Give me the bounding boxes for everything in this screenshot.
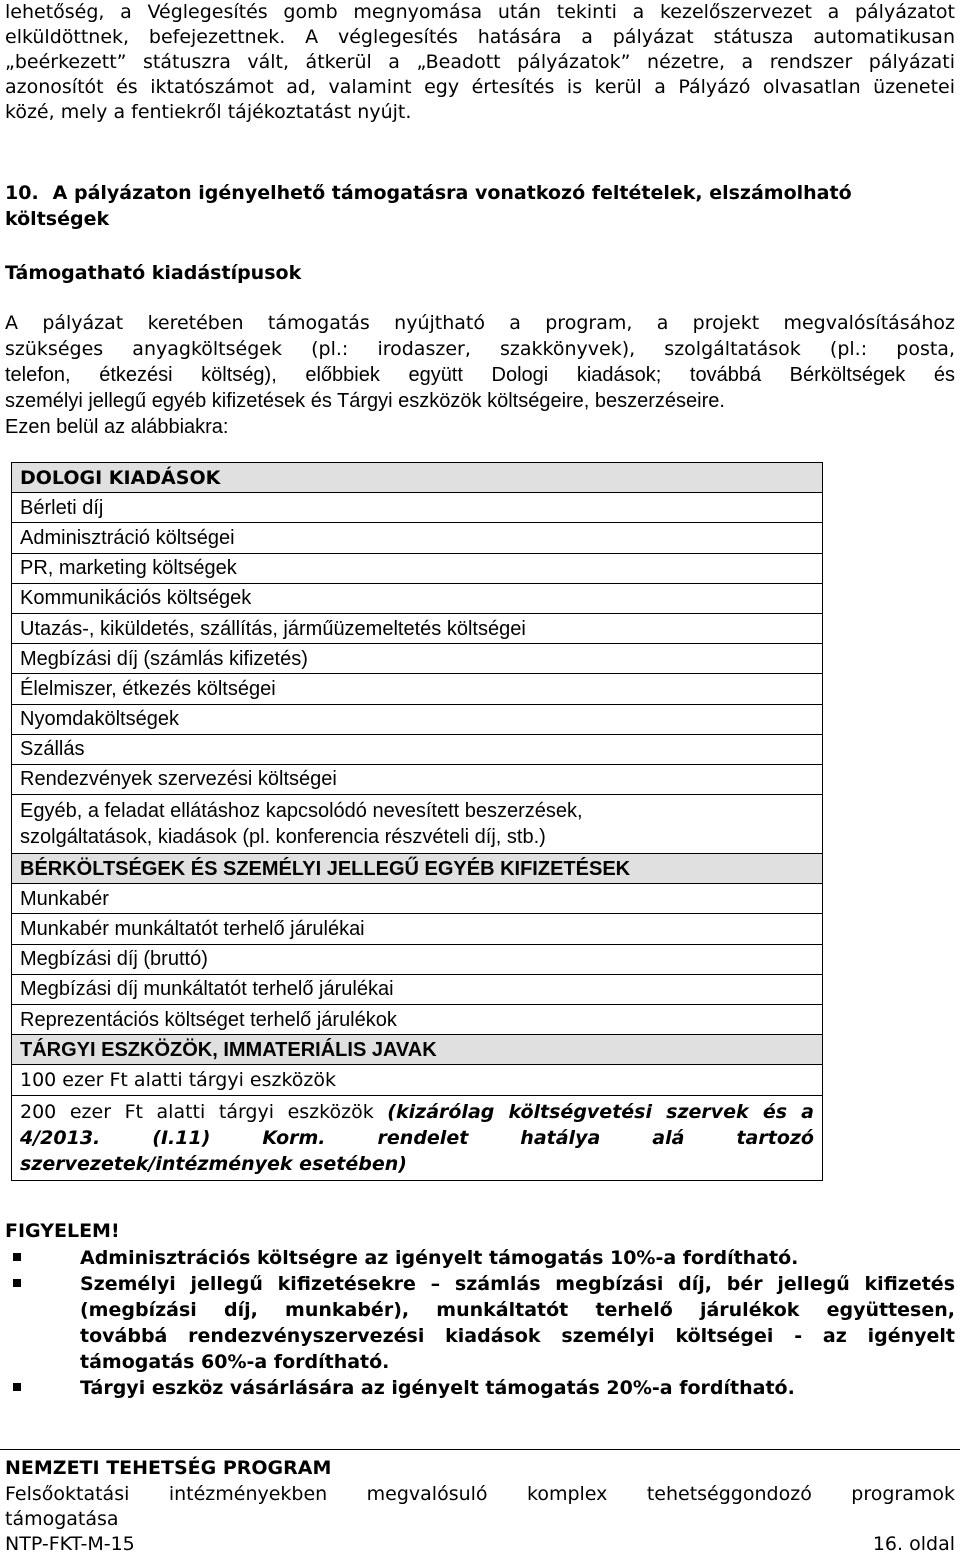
table-row bbox=[12, 583, 823, 613]
notice-list bbox=[5, 1245, 955, 1401]
cost-item: Megbízási díj (bruttó) bbox=[12, 944, 823, 974]
table-row bbox=[12, 704, 823, 734]
footer-bottom-row bbox=[5, 1508, 955, 1557]
square-bullet-icon bbox=[13, 1383, 21, 1391]
footer-left bbox=[5, 1508, 135, 1557]
cost-item-note: szervezetek/intézmények esetében) bbox=[20, 1152, 407, 1175]
table-row bbox=[12, 884, 823, 914]
table-row bbox=[12, 674, 823, 704]
list-item bbox=[5, 1245, 955, 1271]
cost-item: PR, marketing költségek bbox=[12, 553, 823, 583]
footer-divider bbox=[0, 1449, 960, 1450]
category-header: DOLOGI KIADÁSOK bbox=[12, 463, 823, 493]
cost-item: Kommunikációs költségek bbox=[12, 583, 823, 613]
cost-item-note: (kizárólag költségvetési szervek és a bbox=[387, 1100, 814, 1123]
square-bullet-icon bbox=[13, 1253, 21, 1261]
cost-item: 100 ezer Ft alatti tárgyi eszközök bbox=[12, 1065, 823, 1095]
table-row bbox=[12, 734, 823, 764]
notice-text: Tárgyi eszköz vásárlására az igényelt támogatás 20%-a fordítható. bbox=[80, 1377, 795, 1399]
section-number: 10. bbox=[5, 182, 39, 204]
section-heading bbox=[5, 180, 955, 232]
table-row bbox=[12, 795, 823, 854]
table-row bbox=[12, 493, 823, 523]
cost-item: Reprezentációs költséget terhelő járulékok bbox=[12, 1005, 823, 1035]
table-row bbox=[12, 1065, 823, 1095]
table-row bbox=[12, 974, 823, 1004]
notice-text-line: (megbízási díj, munkabér), munkáltatót terhelő járulékok együttesen, bbox=[80, 1299, 955, 1321]
cost-item: Munkabér bbox=[12, 884, 823, 914]
table-row bbox=[12, 553, 823, 583]
footer-subtitle-line: támogatása bbox=[5, 1508, 119, 1530]
cost-item: Adminisztráció költségei bbox=[12, 523, 823, 553]
table-row bbox=[12, 1035, 823, 1065]
table-row bbox=[12, 1005, 823, 1035]
page-number: 16. oldal bbox=[872, 1533, 955, 1555]
para-line: Ezen belül az alábbiakra: bbox=[5, 416, 229, 438]
cost-item: Megbízási díj (számlás kifizetés) bbox=[12, 644, 823, 674]
square-bullet-icon bbox=[13, 1279, 21, 1287]
intro-line: közé, mely a fentiekről tájékoztatást nyújt. bbox=[5, 101, 412, 123]
cost-item: Munkabér munkáltatót terhelő járulékai bbox=[12, 914, 823, 944]
cost-item-plain: 200 ezer Ft alatti tárgyi eszközök bbox=[20, 1100, 388, 1123]
notice-text-line: támogatás 60%-a fordítható. bbox=[80, 1351, 390, 1373]
subheading: Támogatható kiadástípusok bbox=[5, 262, 302, 284]
cost-item-line: Egyéb, a feladat ellátáshoz kapcsolódó nevesített beszerzések, bbox=[20, 800, 583, 823]
table-row bbox=[12, 613, 823, 643]
notice-text: Adminisztrációs költségre az igényelt támogatás 10%-a fordítható. bbox=[80, 1247, 799, 1269]
para-line: A pályázat keretében támogatás nyújtható a program, a projekt megvalósításához bbox=[5, 312, 955, 334]
table-row bbox=[12, 1095, 823, 1180]
list-item bbox=[5, 1271, 955, 1375]
list-item bbox=[5, 1375, 955, 1401]
para-line: szükséges anyagköltségek (pl.: irodaszer, szakkönyvek), szolgáltatások (pl.: posta, bbox=[5, 338, 955, 360]
intro-paragraph bbox=[5, 0, 955, 125]
cost-item: Utazás-, kiküldetés, szállítás, járműüzemeltetés költségei bbox=[12, 613, 823, 643]
footer-subtitle-line: Felsőoktatási intézményekben megvalósuló komplex tehetséggondozó programok bbox=[5, 1483, 955, 1505]
table-row bbox=[12, 914, 823, 944]
cost-item-line: szolgáltatások, kiadások (pl. konferencia részvételi díj, stb.) bbox=[20, 826, 546, 849]
table-row bbox=[12, 764, 823, 794]
intro-line: elküldöttnek, befejezettnek. A véglegesítés hatására a pályázat státusza automatikusan bbox=[5, 26, 955, 48]
cost-item: Rendezvények szervezési költségei bbox=[12, 764, 823, 794]
footer-code: NTP-FKT-M-15 bbox=[5, 1533, 135, 1555]
cost-item: Bérleti díj bbox=[12, 493, 823, 523]
intro-line: „beérkezett” státuszra vált, átkerül a „Beadott pályázatok” nézetre, a rendszer pályázati bbox=[5, 51, 955, 73]
table-row bbox=[12, 523, 823, 553]
cost-item: Nyomdaköltségek bbox=[12, 704, 823, 734]
notice-label: FIGYELEM! bbox=[5, 1220, 120, 1242]
notice-text-line: továbbá rendezvényszervezési kiadások személyi költségei - az igényelt bbox=[80, 1325, 955, 1347]
table-row bbox=[12, 854, 823, 884]
cost-item-multiline bbox=[12, 1095, 823, 1180]
eligible-costs-paragraph bbox=[5, 310, 955, 440]
intro-line: azonosítót és iktatószámot ad, valamint egy értesítés is kerül a Pályázó olvasatlan üzenetei bbox=[5, 76, 955, 98]
section-title-line1: A pályázaton igényelhető támogatásra vonatkozó feltételek, elszámolható bbox=[52, 182, 852, 204]
cost-item-note: 4/2013. (I.11) Korm. rendelet hatálya alá tartozó bbox=[20, 1126, 814, 1149]
table-row bbox=[12, 463, 823, 493]
cost-item-multiline bbox=[12, 795, 823, 854]
table-row bbox=[12, 944, 823, 974]
cost-item: Élelmiszer, étkezés költségei bbox=[12, 674, 823, 704]
cost-categories-table bbox=[11, 462, 823, 1181]
para-line: telefon, étkezési költség), előbbiek együtt Dologi kiadások; továbbá Bérköltségek és bbox=[5, 364, 955, 386]
section-title-line2: költségek bbox=[5, 208, 110, 230]
para-line: személyi jellegű egyéb kifizetések és Tárgyi eszközök költségeire, beszerzéseire. bbox=[5, 390, 725, 412]
category-header: TÁRGYI ESZKÖZÖK, IMMATERIÁLIS JAVAK bbox=[12, 1035, 823, 1065]
cost-item: Megbízási díj munkáltatót terhelő járulékai bbox=[12, 974, 823, 1004]
intro-line: lehetőség, a Véglegesítés gomb megnyomása után tekinti a kezelőszervezet a pályázatot bbox=[5, 1, 955, 23]
footer-subtitle bbox=[5, 1481, 955, 1507]
category-header: BÉRKÖLTSÉGEK ÉS SZEMÉLYI JELLEGŰ EGYÉB KIFIZETÉSEK bbox=[12, 854, 823, 884]
notice-text-line: Személyi jellegű kifizetésekre – számlás megbízási díj, bér jellegű kifizetés bbox=[80, 1273, 955, 1295]
table-row bbox=[12, 644, 823, 674]
cost-item: Szállás bbox=[12, 734, 823, 764]
footer-program-title: NEMZETI TEHETSÉG PROGRAM bbox=[5, 1457, 332, 1479]
